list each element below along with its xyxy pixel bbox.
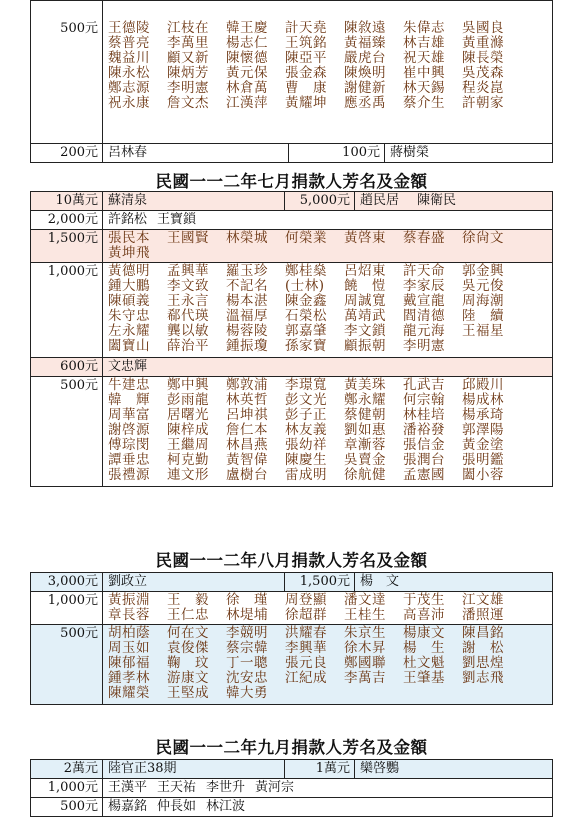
amount-cell: 200元 (31, 144, 103, 163)
donor-name: 嚴虎台 (344, 50, 386, 66)
donor-name: 龍元海 (403, 323, 445, 339)
donor-name: 李明憲 (167, 80, 209, 96)
donor-name: 劉思煌 (462, 655, 504, 671)
donor-name: 陳亞平 (285, 50, 327, 66)
amount-cell: 1,500元 (285, 573, 355, 592)
donor-name: 黃振淵 (108, 592, 150, 608)
donor-name: 楊嘉銘 (108, 799, 148, 814)
donor-name: 林昌燕 (226, 437, 268, 453)
donor-name: 祝天雄 (403, 50, 445, 66)
donor-name: 胡柏蔭 (108, 625, 150, 641)
donor-name: 張明鑑 (462, 452, 504, 468)
donor-name: 邱殿川 (462, 377, 504, 393)
donor-name: 劉志飛 (462, 670, 504, 686)
donor-name: 徐超群 (285, 607, 327, 623)
donor-name: 龔以敏 (167, 323, 209, 339)
amount-cell: 2,000元 (31, 211, 103, 230)
donor-name: 鍾振瓊 (226, 338, 268, 354)
donor-name: 李文致 (167, 278, 209, 294)
donor-name: 鄭桂燊 (285, 263, 327, 279)
name-lines (108, 264, 552, 354)
names-cell: 文忠輝 (103, 358, 553, 377)
donor-name: 郭嘉肇 (285, 323, 327, 339)
donor-name: 林堤埔 (226, 607, 268, 623)
donor-name: 黃重滌 (462, 35, 504, 51)
amount-cell: 500元 (31, 625, 103, 705)
donor-table-continued (30, 0, 553, 149)
donor-table-july (30, 191, 553, 487)
donor-name: 郗代瑛 (167, 308, 209, 324)
names-cell (103, 779, 553, 798)
names-cell: 蔣樹榮 (385, 144, 553, 163)
name-line (108, 66, 552, 81)
donor-name: 陳慶生 (285, 452, 327, 468)
donor-name: 高喜沛 (403, 607, 445, 623)
donor-name: 王福星 (462, 323, 504, 339)
donor-name: 丁一聰 (226, 655, 268, 671)
donor-row-top (31, 573, 553, 592)
names-cell: 劉政立 (103, 573, 285, 592)
donor-name: 章長蓉 (108, 607, 150, 623)
name-lines (108, 231, 552, 261)
donor-name: 呂炤東 (344, 263, 386, 279)
name-line (108, 453, 552, 468)
donor-name: 黃耀坤 (285, 95, 327, 111)
name-line (108, 641, 552, 656)
donor-name: 孟興華 (167, 263, 209, 279)
donor-name: 孫家寶 (285, 338, 327, 354)
donor-name: 周海潮 (462, 293, 504, 309)
donor-name: 戴宣龍 (403, 293, 445, 309)
donor-name: 陳郁福 (108, 655, 150, 671)
donor-name: 仲長如 (157, 799, 197, 814)
section-title-august: 民國一一二年八月捐款人芳名及金額 (155, 551, 428, 570)
donor-name: 陳敘遠 (344, 20, 386, 36)
donor-name: 詹文杰 (167, 95, 209, 111)
donor-name: 潘照運 (462, 607, 504, 623)
donor-name: 彭雨龍 (167, 392, 209, 408)
donor-name: 李萬里 (167, 35, 209, 51)
donor-name: 楊成林 (462, 392, 504, 408)
donor-name: 孟憲國 (403, 467, 445, 483)
name-line (108, 686, 552, 701)
donor-name: 黃啓東 (344, 230, 386, 246)
amount-cell: 2萬元 (31, 760, 103, 779)
name-line (108, 656, 552, 671)
donor-name: 郭澤陽 (462, 422, 504, 438)
names-cell: 呂林春 (103, 144, 289, 163)
donor-name: 蔡健朝 (344, 407, 386, 423)
donor-name: 張幼祥 (285, 437, 327, 453)
amount-cell: 1,000元 (31, 779, 103, 798)
names-cell (103, 592, 553, 625)
name-line (108, 51, 552, 66)
donor-name: 江漢萍 (226, 95, 268, 111)
donor-name: 王肇基 (403, 670, 445, 686)
amount-cell: 1,500元 (31, 230, 103, 263)
donor-name: 陳煥明 (344, 65, 386, 81)
names-cell (103, 625, 553, 705)
donor-name: 陳長榮 (462, 50, 504, 66)
donor-name: 楊志仁 (226, 35, 268, 51)
donor-name: 應丞禹 (344, 95, 386, 111)
donor-name: 江紀成 (285, 670, 327, 686)
donor-row-500 (31, 625, 553, 705)
donor-name: 孔武吉 (403, 377, 445, 393)
donor-name: 張民本 (108, 230, 150, 246)
donor-name: 郭金興 (462, 263, 504, 279)
amount-cell: 500元 (31, 798, 103, 817)
donor-name: 周登顯 (285, 592, 327, 608)
donor-name: 王桂生 (344, 607, 386, 623)
donor-name: 羅玉珍 (226, 263, 268, 279)
donor-name: 周誠寬 (344, 293, 386, 309)
amount-cell: 500元 (31, 377, 103, 487)
name-line (108, 294, 552, 309)
donor-table-september (30, 759, 553, 817)
donor-name: 洪耀春 (285, 625, 327, 641)
donor-name: 王天祐 (157, 780, 197, 795)
donor-name: 袁俊傑 (167, 640, 209, 656)
donor-name: 林榮城 (226, 230, 268, 246)
names-cell (103, 1, 553, 149)
donor-name: 楊康文 (403, 625, 445, 641)
donor-row-500 (31, 377, 553, 487)
names-cell (103, 230, 553, 263)
donor-name: 張金森 (285, 65, 327, 81)
donor-name: 李明憲 (403, 338, 445, 354)
donor-name: 黃元保 (226, 65, 268, 81)
donor-name: 陳碩義 (108, 293, 150, 309)
donor-name: 何榮業 (285, 230, 327, 246)
names-cell: 楊 文 (355, 573, 553, 592)
donor-name: 王德陵 (108, 20, 150, 36)
donor-name: 張元良 (285, 655, 327, 671)
donor-name: 黃美珠 (344, 377, 386, 393)
amount-cell: 1萬元 (285, 760, 355, 779)
donor-name: 閻清德 (403, 308, 445, 324)
donor-name: 黃坤飛 (108, 245, 150, 261)
amount-cell: 3,000元 (31, 573, 103, 592)
amount-cell: 10萬元 (31, 192, 103, 211)
donor-name: 潘裕發 (403, 422, 445, 438)
donor-name: 林倉萬 (226, 80, 268, 96)
donor-name: 萬靖武 (344, 308, 386, 324)
donor-name: 沈安忠 (226, 670, 268, 686)
name-line (108, 393, 552, 408)
donor-name: 楊承琦 (462, 407, 504, 423)
donor-name: 彭子正 (285, 407, 327, 423)
donor-name: (士林) (285, 278, 325, 294)
donor-name: 楊蓉陵 (226, 323, 268, 339)
donor-table-small (30, 143, 553, 163)
donor-name: 李文鎖 (344, 323, 386, 339)
donor-name: 居曙光 (167, 407, 209, 423)
name-line (108, 468, 552, 483)
donor-name: 王仁忠 (167, 607, 209, 623)
amount-cell: 600元 (31, 358, 103, 377)
name-lines (108, 593, 552, 623)
donor-name: 韓大勇 (226, 685, 268, 701)
donor-name: 黃金塗 (462, 437, 504, 453)
donor-name: 李興華 (285, 640, 327, 656)
donor-name: 鍾大鵬 (108, 278, 150, 294)
donor-name: 林英哲 (226, 392, 268, 408)
donor-row-top (31, 192, 553, 211)
donor-name: 趙民居 (360, 193, 400, 208)
donor-name: 徐木昇 (344, 640, 386, 656)
donor-name: 徐尙文 (462, 230, 504, 246)
donor-name: 柯克勤 (167, 452, 209, 468)
donor-name: 鄭永耀 (344, 392, 386, 408)
donor-name: 鄭中興 (167, 377, 209, 393)
donor-name: 許朝家 (462, 95, 504, 111)
donor-name: 顧振朝 (344, 338, 386, 354)
donor-name: 牛建忠 (108, 377, 150, 393)
donor-name: 謝健新 (344, 80, 386, 96)
donor-name: 張潤台 (403, 452, 445, 468)
donor-name: 饒 愷 (344, 278, 386, 294)
donor-name: 闔小蓉 (462, 467, 504, 483)
donor-name: 陳金鑫 (285, 293, 327, 309)
donor-name: 程炎崑 (462, 80, 504, 96)
donor-name: 魏益川 (108, 50, 150, 66)
donor-name: 王 毅 (167, 592, 209, 608)
donor-name: 李萬吉 (344, 670, 386, 686)
donor-name: 張信金 (403, 437, 445, 453)
amount-cell: 100元 (289, 144, 385, 163)
donor-name: 王堅成 (167, 685, 209, 701)
donor-name: 王繼周 (167, 437, 209, 453)
name-line (108, 608, 552, 623)
donor-name: 游康文 (167, 670, 209, 686)
name-line (108, 96, 552, 111)
donor-name: 何宗翰 (403, 392, 445, 408)
donor-name: 計天堯 (285, 20, 327, 36)
donor-name: 許銘松 (108, 212, 148, 227)
amount-cell: 500元 (31, 1, 103, 149)
name-line (108, 279, 552, 294)
donor-name: 謝啓源 (108, 422, 150, 438)
names-cell (355, 192, 553, 211)
donor-name: 江文雄 (462, 592, 504, 608)
donor-name: 溫福厚 (226, 308, 268, 324)
donor-name: 林桂培 (403, 407, 445, 423)
donor-row-500 (31, 798, 553, 817)
donor-name: 鄭國聯 (344, 655, 386, 671)
donor-row-500 (31, 1, 553, 149)
donor-name: 朱偉志 (403, 20, 445, 36)
donor-name: 吳茂森 (462, 65, 504, 81)
donor-name: 許天命 (403, 263, 445, 279)
donor-name: 王漢平 (108, 780, 148, 795)
names-cell (103, 211, 553, 230)
donor-name: 呂坤祺 (226, 407, 268, 423)
donor-name: 鄭敦浦 (226, 377, 268, 393)
donor-name: 陳梓成 (167, 422, 209, 438)
donor-name: 章漸蓉 (344, 437, 386, 453)
donor-name: 杜文魁 (403, 655, 445, 671)
donor-name: 楊本湛 (226, 293, 268, 309)
name-line (108, 408, 552, 423)
name-line (108, 36, 552, 51)
names-cell (103, 263, 553, 358)
donor-name: 劉如惠 (344, 422, 386, 438)
name-line (108, 339, 552, 354)
donor-name: 于茂生 (403, 592, 445, 608)
donor-name: 鍾孝林 (108, 670, 150, 686)
donor-name: 崔中興 (403, 65, 445, 81)
donor-name: 祝永康 (108, 95, 150, 111)
donor-name: 韓 輝 (108, 392, 150, 408)
donor-name: 李家辰 (403, 278, 445, 294)
donor-name: 詹仁本 (226, 422, 268, 438)
donor-name: 吳國良 (462, 20, 504, 36)
donor-name: 徐航健 (344, 467, 386, 483)
donor-row-top (31, 760, 553, 779)
names-cell (103, 798, 553, 817)
donor-name: 王筑銘 (285, 35, 327, 51)
donor-name: 顧又新 (167, 50, 209, 66)
donor-row-1000 (31, 263, 553, 358)
donor-name: 朱京生 (344, 625, 386, 641)
donor-row-200-100 (31, 144, 553, 163)
donor-name: 陳衛民 (417, 193, 457, 208)
name-line (108, 264, 552, 279)
donor-name: 林友義 (285, 422, 327, 438)
donor-row-2000 (31, 211, 553, 230)
donor-name: 黃智偉 (226, 452, 268, 468)
donor-name: 林江波 (206, 799, 246, 814)
donor-row-1000 (31, 779, 553, 798)
amount-cell: 1,000元 (31, 263, 103, 358)
donor-name: 徐 瑾 (226, 592, 268, 608)
name-line (108, 81, 552, 96)
donor-name: 王國賢 (167, 230, 209, 246)
donor-name: 譚垂忠 (108, 452, 150, 468)
donor-row-1500 (31, 230, 553, 263)
donor-name: 黃河宗 (255, 780, 295, 795)
donor-name: 江枝在 (167, 20, 209, 36)
donor-name: 林天錫 (403, 80, 445, 96)
name-line (108, 626, 552, 641)
donor-name: 蔡宗韓 (226, 640, 268, 656)
donor-name: 謝 松 (462, 640, 504, 656)
names-cell: 欒啓鸚 (355, 760, 553, 779)
donor-name: 朱守忠 (108, 308, 150, 324)
donor-name: 不記名 (226, 278, 268, 294)
donor-name: 蔡介生 (403, 95, 445, 111)
donor-name: 陳炳芳 (167, 65, 209, 81)
donor-name: 鞠 玟 (167, 655, 209, 671)
donor-name: 盧樹台 (226, 467, 268, 483)
donor-name: 彭文光 (285, 392, 327, 408)
donor-name: 左永耀 (108, 323, 150, 339)
name-line (108, 309, 552, 324)
donor-name: 吳元俊 (462, 278, 504, 294)
donor-name: 楊 生 (403, 640, 445, 656)
names-cell: 陸官正38期 (103, 760, 285, 779)
name-lines (108, 378, 552, 483)
donor-name: 蔡春盛 (403, 230, 445, 246)
name-line (108, 324, 552, 339)
donor-name: 黃福臻 (344, 35, 386, 51)
donor-name: 吳賣金 (344, 452, 386, 468)
donor-name: 陸 續 (462, 308, 504, 324)
donor-row-600 (31, 358, 553, 377)
donor-name: 張禮源 (108, 467, 150, 483)
donor-name: 韓王慶 (226, 20, 268, 36)
name-line (108, 231, 552, 246)
amount-cell: 5,000元 (285, 192, 355, 211)
donor-name: 黃德明 (108, 263, 150, 279)
donor-name: 傅琮閔 (108, 437, 150, 453)
donor-name: 陳昌銘 (462, 625, 504, 641)
names-cell (103, 377, 553, 487)
name-lines (108, 626, 552, 701)
donor-name: 王寶鎖 (157, 212, 197, 227)
donor-name: 周華富 (108, 407, 150, 423)
donor-name: 李世升 (206, 780, 246, 795)
name-line (108, 593, 552, 608)
donor-name: 陳耀榮 (108, 685, 150, 701)
donor-name: 蔡普亮 (108, 35, 150, 51)
donor-name: 曹 康 (285, 80, 327, 96)
donor-table-august (30, 572, 553, 705)
donor-name: 周玉如 (108, 640, 150, 656)
donor-name: 鄭志源 (108, 80, 150, 96)
section-title-september: 民國一一二年九月捐款人芳名及金額 (155, 738, 428, 757)
donor-name: 李璟寬 (285, 377, 327, 393)
donor-name: 何在文 (167, 625, 209, 641)
name-line (108, 21, 552, 36)
donor-row-1000 (31, 592, 553, 625)
donor-name: 石榮松 (285, 308, 327, 324)
donor-name: 薛治平 (167, 338, 209, 354)
amount-cell: 1,000元 (31, 592, 103, 625)
donor-name: 林吉雄 (403, 35, 445, 51)
name-lines (108, 21, 552, 111)
name-line (108, 671, 552, 686)
donor-name: 李競明 (226, 625, 268, 641)
donor-name: 連文形 (167, 467, 209, 483)
name-line (108, 246, 552, 261)
donor-name: 潘文達 (344, 592, 386, 608)
donor-name: 王永言 (167, 293, 209, 309)
donor-name: 雷成明 (285, 467, 327, 483)
name-line (108, 438, 552, 453)
name-line (108, 423, 552, 438)
donor-name: 闔寶山 (108, 338, 150, 354)
names-cell: 蘇清泉 (103, 192, 285, 211)
section-title-july: 民國一一二年七月捐款人芳名及金額 (155, 172, 428, 191)
donor-name: 陳懷德 (226, 50, 268, 66)
donor-name: 陳永松 (108, 65, 150, 81)
name-line (108, 378, 552, 393)
